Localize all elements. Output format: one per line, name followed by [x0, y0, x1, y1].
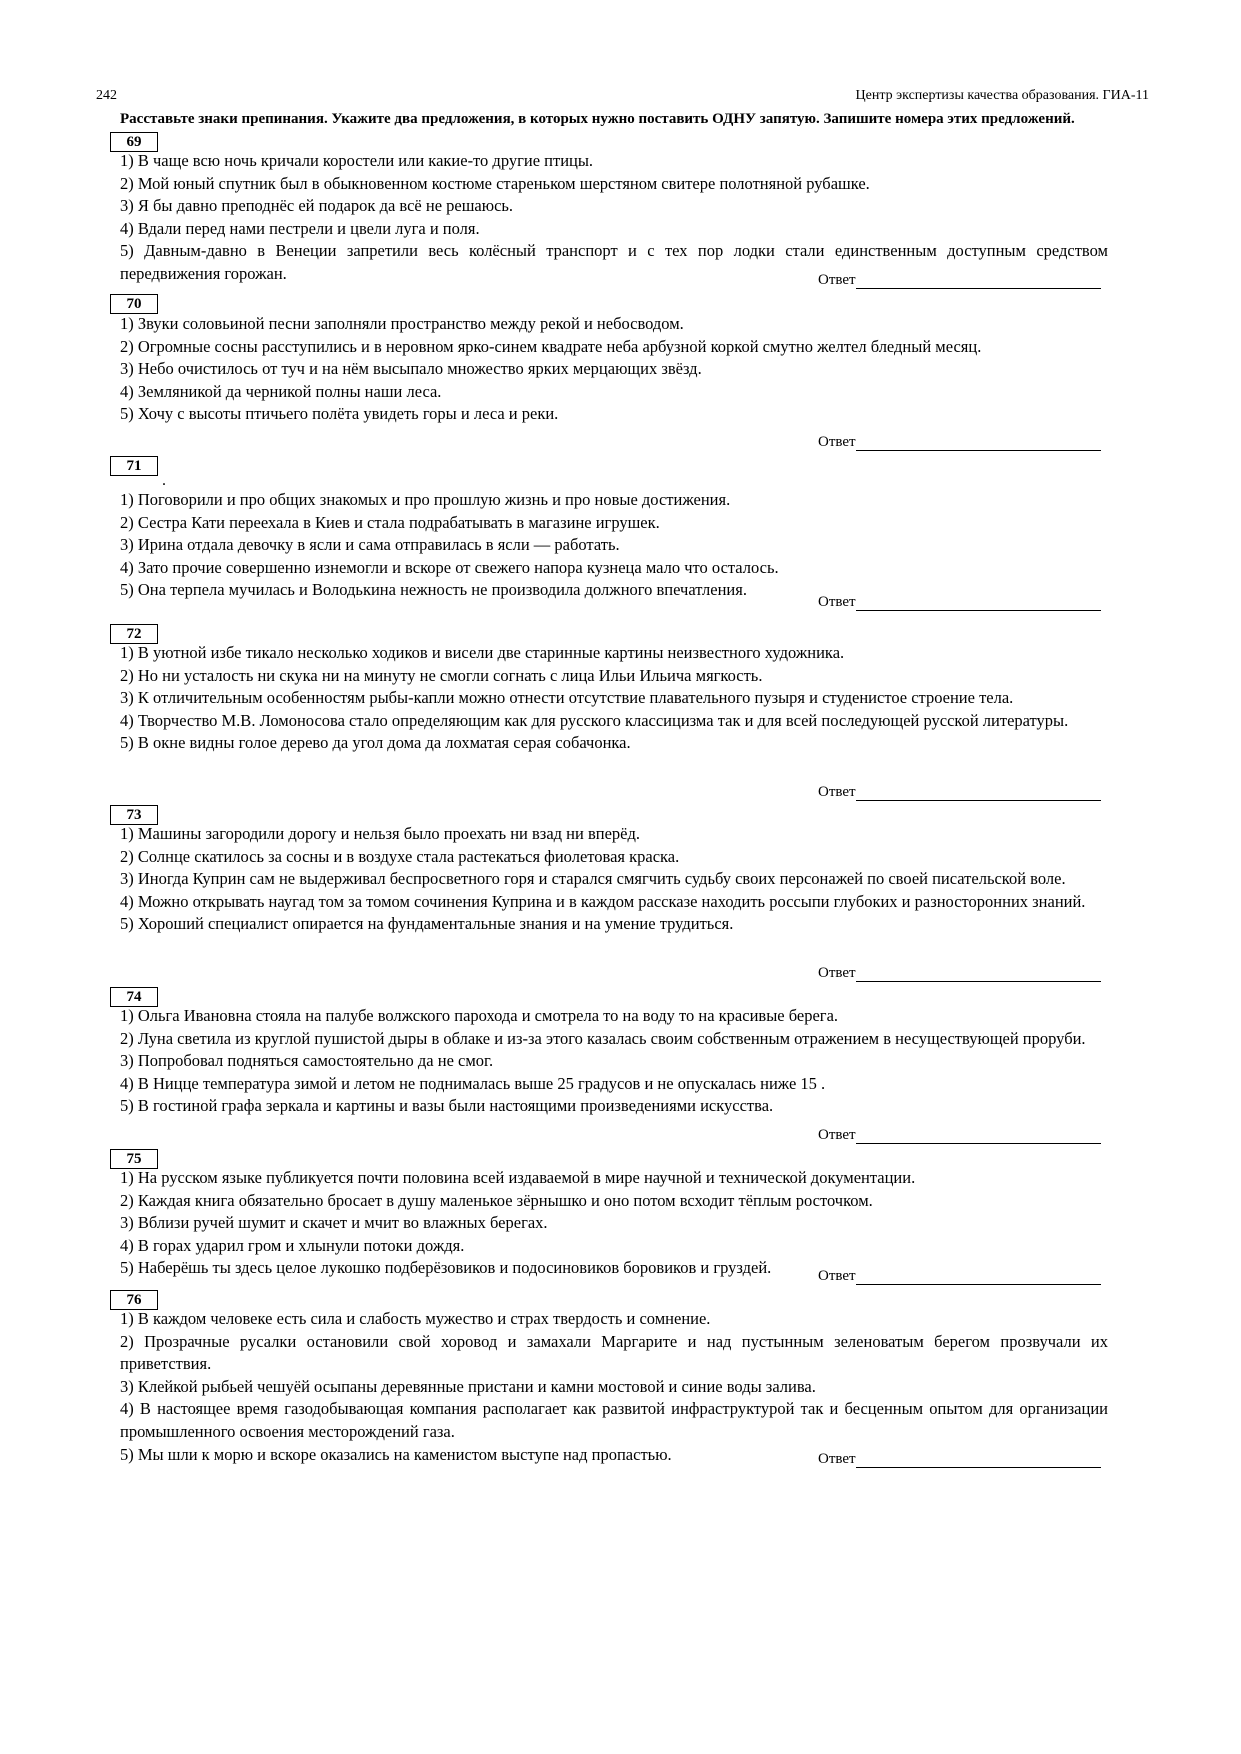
- answer-field[interactable]: [818, 272, 1110, 292]
- sentence-item: 2) Мой юный спутник был в обыкновенном костюме стареньком шерстяном свитере полотняной рубашке.: [120, 173, 870, 193]
- stray-mark: .: [162, 472, 166, 489]
- answer-line[interactable]: [856, 1451, 1101, 1468]
- answer-field[interactable]: [818, 434, 1110, 454]
- answer-label: Ответ: [818, 1268, 856, 1284]
- answer-label: Ответ: [818, 594, 856, 610]
- sentence-item: 1) Поговорили и про общих знакомых и про прошлую жизнь и про новые достижения.: [120, 490, 731, 509]
- sentence-item: 5) Мы шли к морю и вскоре оказались на каменистом выступе над пропастью.: [120, 1444, 672, 1464]
- sentence-item: 4) Зато прочие совершенно изнемогли и вскоре от свежего напора кузнеца мало что осталось.: [120, 557, 779, 577]
- sentence-item: 1) Ольга Ивановна стояла на палубе волжского парохода и смотрела то на воду то на красивые берега.: [120, 1006, 839, 1025]
- sentence-item: 5) Она терпела мучилась и Володькина нежность не производила должного впечатления.: [120, 580, 747, 600]
- answer-label: Ответ: [818, 784, 856, 800]
- sentence-item: 1) В каждом человеке есть сила и слабость мужество и страх твердость и сомнение.: [120, 1309, 711, 1328]
- sentence-item: 1) Машины загородили дорогу и нельзя было проехать ни взад ни вперёд.: [120, 824, 640, 843]
- task-number-box: 74: [110, 987, 158, 1007]
- sentence-item: 4) В горах ударил гром и хлынули потоки дождя.: [120, 1235, 465, 1255]
- answer-line[interactable]: [856, 965, 1101, 982]
- task-number-box: 73: [110, 805, 158, 825]
- answer-label: Ответ: [818, 434, 856, 450]
- task-sentences: [120, 489, 1108, 602]
- sentence-item: 5) Хочу с высоты птичьего полёта увидеть горы и леса и реки.: [120, 404, 559, 424]
- sentence-item: 4) Творчество М.В. Ломоносова стало определяющим как для русского классицизма так и для всей последующей русской литературы.: [120, 710, 1069, 730]
- answer-label: Ответ: [818, 965, 856, 981]
- task-sentences: [120, 1167, 1108, 1280]
- answer-field[interactable]: [818, 965, 1110, 985]
- sentence-item: 3) Попробовал подняться самостоятельно да не смог.: [120, 1051, 494, 1071]
- answer-field[interactable]: [818, 1127, 1110, 1147]
- answer-field[interactable]: [818, 594, 1110, 614]
- answer-line[interactable]: [856, 434, 1101, 451]
- sentence-item: 2) Луна светила из круглой пушистой дыры в облаке и из-за этого казалась своим собственным отражением в несуществующей проруби.: [120, 1028, 1086, 1048]
- task-sentences: [120, 150, 1108, 286]
- answer-label: Ответ: [818, 272, 856, 288]
- task-number-box: 76: [110, 1290, 158, 1310]
- task-number-box: 70: [110, 294, 158, 314]
- answer-field[interactable]: [818, 1451, 1110, 1471]
- sentence-item: 4) Можно открывать наугад том за томом сочинения Куприна и в каждом рассказе находить россыпи глубоких и разносторонних знаний.: [120, 891, 1086, 911]
- sentence-item: 5) Хороший специалист опирается на фундаментальные знания и на умение трудиться.: [120, 914, 734, 934]
- answer-line[interactable]: [856, 1127, 1101, 1144]
- sentence-item: 5) Давным-давно в Венеции запретили весь колёсный транспорт и с тех пор лодки стали единственным доступным средством передвижения горожан.: [120, 241, 1108, 283]
- sentence-item: 3) Небо очистилось от туч и на нём высыпало множество ярких мерцающих звёзд.: [120, 359, 702, 379]
- task-number-box: 75: [110, 1149, 158, 1169]
- sentence-item: 3) К отличительным особенностям рыбы-капли можно отнести отсутствие плавательного пузыря и студенистое строение тела.: [120, 688, 1014, 708]
- page-header-source: Центр экспертизы качества образования. ГИА-11: [855, 88, 1149, 103]
- task-number-box: 69: [110, 132, 158, 152]
- sentence-item: 4) Земляникой да черникой полны наши леса.: [120, 381, 442, 401]
- answer-label: Ответ: [818, 1451, 856, 1467]
- answer-line[interactable]: [856, 272, 1101, 289]
- sentence-item: 1) Звуки соловьиной песни заполняли пространство между рекой и небосводом.: [120, 314, 684, 333]
- sentence-item: 2) Огромные сосны расступились и в неровном ярко-синем квадрате неба арбузной коркой смутно желтел бледный месяц.: [120, 336, 982, 356]
- task-instruction: Расставьте знаки препинания. Укажите два предложения, в которых нужно поставить ОДНУ запятую. Запишите номера этих предложений.: [120, 111, 1075, 127]
- task-number-box: 72: [110, 624, 158, 644]
- answer-field[interactable]: [818, 1268, 1110, 1288]
- sentence-item: 5) Наберёшь ты здесь целое лукошко подберёзовиков и подосиновиков боровиков и груздей.: [120, 1258, 772, 1278]
- answer-line[interactable]: [856, 594, 1101, 611]
- sentence-item: 5) В окне видны голое дерево да угол дома да лохматая серая собачонка.: [120, 733, 631, 753]
- page-number: 242: [96, 88, 117, 103]
- sentence-item: 2) Каждая книга обязательно бросает в душу маленькое зёрнышко и оно потом всходит тёплым росточком.: [120, 1190, 873, 1210]
- sentence-item: 4) Вдали перед нами пестрели и цвели луга и поля.: [120, 218, 480, 238]
- task-sentences: [120, 1308, 1108, 1466]
- sentence-item: 3) Ирина отдала девочку в ясли и сама отправилась в ясли — работать.: [120, 535, 620, 555]
- sentence-item: 3) Иногда Куприн сам не выдерживал беспросветного горя и старался смягчить судьбу своих персонажей по своей писательской воле.: [120, 869, 1066, 889]
- sentence-item: 2) Сестра Кати переехала в Киев и стала подрабатывать в магазине игрушек.: [120, 512, 660, 532]
- sentence-item: 4) В настоящее время газодобывающая компания располагает как развитой инфраструктурой так и бесценным опытом для организации промышленного освоения месторождений газа.: [120, 1399, 1108, 1441]
- task-number-box: 71: [110, 456, 158, 476]
- task-sentences: [120, 823, 1108, 936]
- answer-line[interactable]: [856, 784, 1101, 801]
- task-sentences: [120, 642, 1108, 755]
- answer-field[interactable]: [818, 784, 1110, 804]
- sentence-item: 2) Солнце скатилось за сосны и в воздухе стала растекаться фиолетовая краска.: [120, 846, 680, 866]
- sentence-item: 4) В Ницце температура зимой и летом не поднималась выше 25 градусов и не опускалась ниже 15 .: [120, 1073, 826, 1093]
- sentence-item: 3) Вблизи ручей шумит и скачет и мчит во влажных берегах.: [120, 1213, 548, 1233]
- sentence-item: 3) Клейкой рыбьей чешуёй осыпаны деревянные пристани и камни мостовой и синие воды залива.: [120, 1376, 816, 1396]
- sentence-item: 1) В чаще всю ночь кричали коростели или какие-то другие птицы.: [120, 151, 594, 170]
- sentence-item: 2) Прозрачные русалки остановили свой хоровод и замахали Маргарите и над пустынным зеленоватым берегом прозвучали их приветствия.: [120, 1331, 1108, 1374]
- sentence-item: 2) Но ни усталость ни скука ни на минуту не смогли согнать с лица Ильи Ильича мягкость.: [120, 665, 763, 685]
- sentence-item: 1) На русском языке публикуется почти половина всей издаваемой в мире научной и технической документации.: [120, 1168, 916, 1187]
- sentence-item: 5) В гостиной графа зеркала и картины и вазы были настоящими произведениями искусства.: [120, 1096, 774, 1116]
- task-sentences: [120, 313, 1108, 426]
- answer-line[interactable]: [856, 1268, 1101, 1285]
- task-sentences: [120, 1005, 1108, 1118]
- sentence-item: 3) Я бы давно преподнёс ей подарок да всё не решаюсь.: [120, 196, 514, 216]
- sentence-item: 1) В уютной избе тикало несколько ходиков и висели две старинные картины неизвестного художника.: [120, 643, 845, 662]
- answer-label: Ответ: [818, 1127, 856, 1143]
